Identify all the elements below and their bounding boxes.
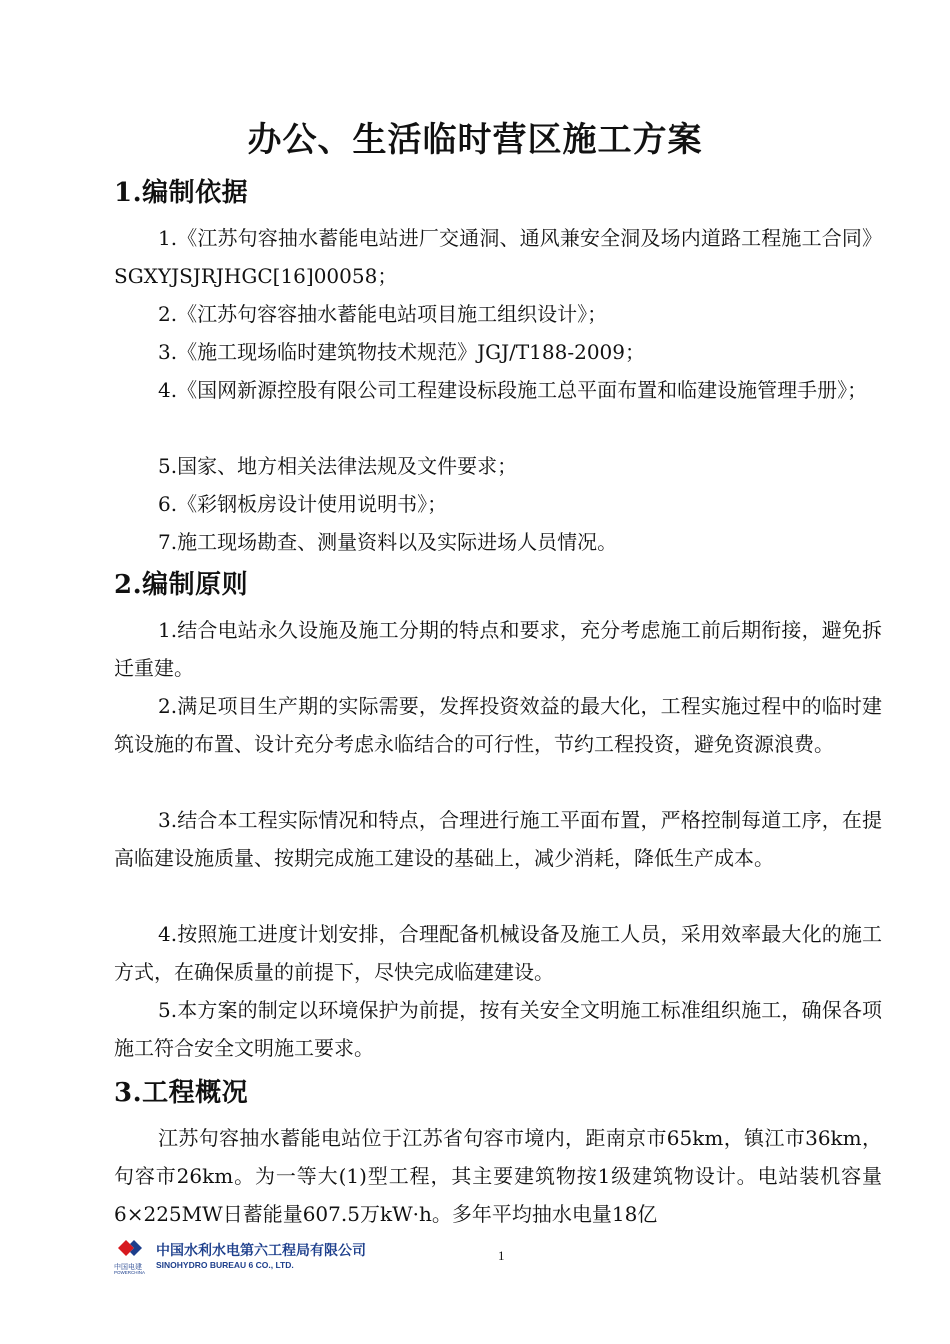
brand-cn: 中国电建 [114,1263,142,1271]
section-3-paragraph-1: 江苏句容抽水蓄能电站位于江苏省句容市境内，距南京市65km，镇江市36km，句容市26km。为一等大(1)型工程，其主要建筑物按1级建筑物设计。电站装机容量6×225MW日蓄能量607.5万kW·h。多年平均抽水电量18亿 [114,1126,882,1226]
section-1-paragraph-7: 7.施工现场勘查、测量资料以及实际进场人员情况。 [158,530,618,554]
company-name-en: SINOHYDRO BUREAU 6 CO., LTD. [156,1260,294,1270]
footer-logo [114,1236,374,1276]
page-number: 1 [498,1248,505,1263]
section-heading-3: 3.工程概况 [114,1078,249,1108]
section-2-paragraph-3: 3.结合本工程实际情况和特点，合理进行施工平面布置，严格控制每道工序，在提高临建设施质量、按期完成施工建设的基础上，减少消耗，降低生产成本。 [114,808,882,870]
section-1-paragraph-1: 1.《江苏句容抽水蓄能电站进厂交通洞、通风兼安全洞及场内道路工程施工合同》SGXYJSJRJHGC[16]00058； [114,226,882,288]
section-1-paragraph-3: 3.《施工现场临时建筑物技术规范》JGJ/T188-2009； [158,340,646,364]
brand-en: POWERCHINA [114,1270,146,1275]
section-1-paragraph-2: 2.《江苏句容容抽水蓄能电站项目施工组织设计》； [158,302,608,326]
section-2-paragraph-2: 2.满足项目生产期的实际需要，发挥投资效益的最大化，工程实施过程中的临时建筑设施的布置、设计充分考虑永临结合的可行性，节约工程投资，避免资源浪费。 [114,694,882,756]
section-2-paragraph-4: 4.按照施工进度计划安排，合理配备机械设备及施工人员，采用效率最大化的施工方式，在确保质量的前提下，尽快完成临建建设。 [114,922,882,984]
section-1-paragraph-4: 4.《国网新源控股有限公司工程建设标段施工总平面布置和临建设施管理手册》； [158,378,868,402]
section-2-paragraph-1: 1.结合电站永久设施及施工分期的特点和要求，充分考虑施工前后期衔接，避免拆迁重建。 [114,618,882,680]
page-title: 办公、生活临时营区施工方案 [247,120,703,160]
section-1-paragraph-6: 6.《彩钢板房设计使用说明书》； [158,492,448,516]
section-heading-2: 2.编制原则 [114,570,249,600]
company-name-cn: 中国水利水电第六工程局有限公司 [156,1243,366,1259]
section-heading-1: 1.编制依据 [114,178,249,208]
section-2-paragraph-5: 5.本方案的制定以环境保护为前提，按有关安全文明施工标准组织施工，确保各项施工符合安全文明施工要求。 [114,998,882,1060]
section-1-paragraph-5: 5.国家、地方相关法律法规及文件要求； [158,454,518,478]
